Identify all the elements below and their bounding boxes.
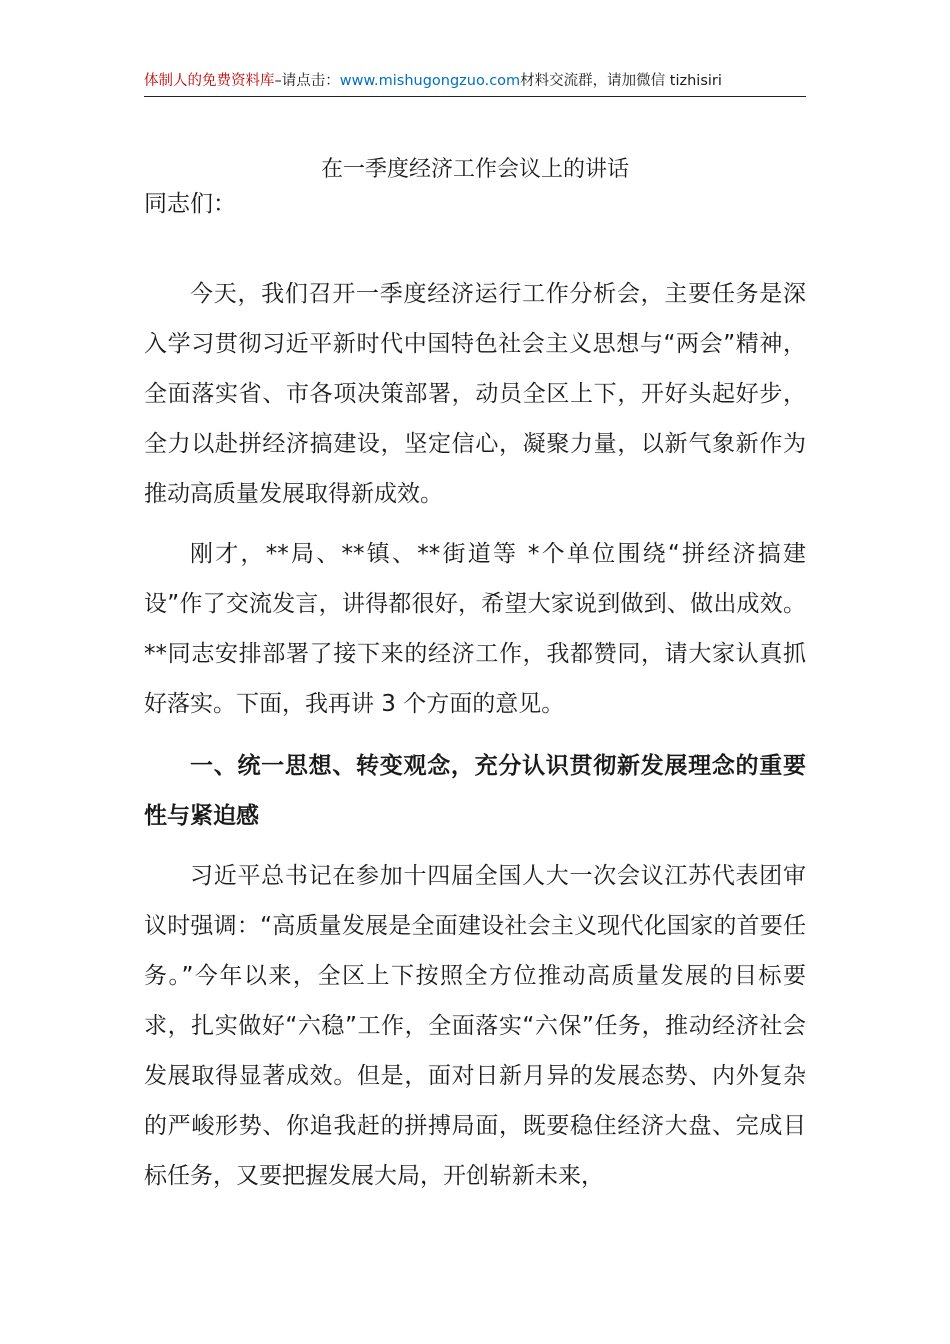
header-contact: 材料交流群，请加微信 tizhisiri	[520, 73, 722, 89]
header-separator: –请点击：	[274, 73, 340, 89]
paragraph-intro: 今天，我们召开一季度经济运行工作分析会，主要任务是深入学习贯彻习近平新时代中国特色社会主义思想与“两会”精神，全面落实省、市各项决策部署，动员全区上下，开好头起好步，全力以赴拼经济搞建设，坚定信心，凝聚力量，以新气象新作为推动高质量发展取得新成效。	[144, 281, 806, 507]
header-url-link[interactable]: www.mishugongzuo.com	[339, 73, 521, 89]
section-heading-1: 一、统一思想、转变观念，充分认识贯彻新发展理念的重要性与紧迫感	[144, 753, 806, 829]
paragraph-section-1: 习近平总书记在参加十四届全国人大一次会议江苏代表团审议时强调：“高质量发展是全面建设社会主义现代化国家的首要任务。”今年以来，全区上下按照全方位推动高质量发展的目标要求，扎实做好“六稳”工作，全面落实“六保”任务，推动经济社会发展取得显著成效。但是，面对日新月异的发展态势、内外复杂的严峻形势、你追我赶的拼搏局面，既要稳住经济大盘、完成目标任务，又要把握发展大局，开创崭新未来，	[144, 863, 806, 1189]
paragraph-exchange: 刚才，**局、**镇、**街道等 *个单位围绕“拼经济搞建设”作了交流发言，讲得都很好，希望大家说到做到、做出成效。**同志安排部署了接下来的经济工作，我都赞同，请大家认真抓好落实。下面，我再讲 3 个方面的意见。	[144, 541, 806, 717]
salutation: 同志们：	[144, 191, 236, 217]
page-header	[144, 68, 806, 97]
header-brand: 体制人的免费资料库	[144, 73, 275, 89]
document-title: 在一季度经济工作会议上的讲话	[320, 157, 629, 182]
